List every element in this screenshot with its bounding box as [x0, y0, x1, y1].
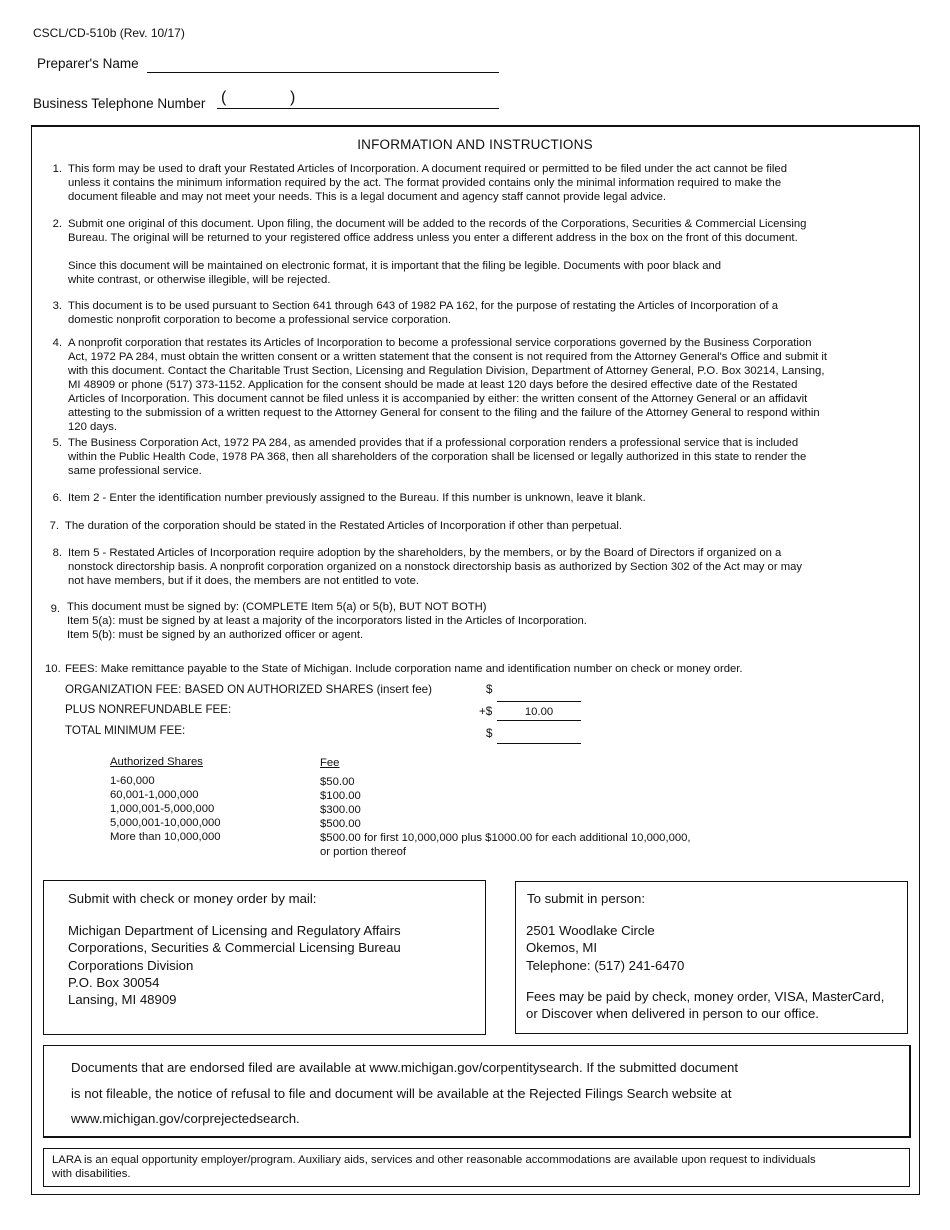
- instructions-title: INFORMATION AND INSTRUCTIONS: [357, 137, 593, 152]
- item-9-text: This document must be signed by: (COMPLETE Item 5(a) or 5(b), BUT NOT BOTH) Item 5(a): must be signed by at least a majority of the incorporators listed in the Articles of Incorporation. Item 5(b): must be signed by an authorized officer or agent.: [67, 601, 587, 641]
- item-3-text: This document is to be used pursuant to Section 641 through 643 of 1982 PA 162, for the purpose of restating the Articles of Incorporation of a domestic nonprofit corporation to become a professional service corporation.: [68, 300, 779, 326]
- notice-line-3: www.michigan.gov/corprejectedsearch.: [71, 1111, 300, 1126]
- organization-fee-field[interactable]: [497, 687, 581, 702]
- item-1-text: This form may be used to draft your Restated Articles of Incorporation. A document required or permitted to be filed under the act cannot be filed unless it contains the minimum information required by the act. The format provided contains only the minimal information required to make the document fileable and may not meet your needs. This is a legal document and agency staff cannot provide legal advice.: [68, 163, 788, 203]
- item-4-text: A nonprofit corporation that restates its Articles of Incorporation to become a professional service corporations governed by the Business Corporation Act, 1972 PA 284, must obtain the written consent or a written statement that the consent is not required from the Attorney General's Office and submit it with this document. Contact the Charitable Trust Section, Licensing and Regulation Division, Department of Attorney General, P.O. Box 30214, Lansing, MI 48909 or phone (517) 373-1152. Application for the consent should be made at least 120 days before the desired effective date of the Restated Articles of Incorporation. This document cannot be filed unless it is accompanied by either: the written consent of the Attorney General or an affidavit attesting to the submission of a written request to the Attorney General for consent to the filing and the failure of the Attorney General to respond within 120 days.: [68, 337, 828, 433]
- table-row: More than 10,000,000: [110, 831, 221, 843]
- table-row: 60,001-1,000,000: [110, 789, 199, 801]
- table-row: $300.00: [320, 804, 361, 816]
- instructions-box-top-rule: [31, 125, 920, 127]
- item-3-number: 3.: [52, 300, 62, 312]
- organization-fee-label: ORGANIZATION FEE: BASED ON AUTHORIZED SHARES (insert fee): [65, 683, 432, 696]
- item-2-legibility-text: Since this document will be maintained on electronic format, it is important that the filing be legible. Documents with poor black and white contrast, or otherwise illegible, will be rejected.: [68, 260, 722, 286]
- table-row: $500.00 for first 10,000,000 plus $1000.00 for each additional 10,000,000,: [320, 832, 691, 844]
- preparer-name-field[interactable]: [147, 72, 499, 73]
- mail-address: Michigan Department of Licensing and Regulatory Affairs Corporations, Securities & Commercial Licensing Bureau Corporations Division P.O. Box 30054 Lansing, MI 48909: [68, 923, 401, 1008]
- total-minimum-fee-field[interactable]: [497, 729, 581, 744]
- table-row: $100.00: [320, 790, 361, 802]
- organization-fee-dollar: $: [486, 683, 493, 696]
- total-minimum-fee-dollar: $: [486, 727, 493, 740]
- item-5-text: The Business Corporation Act, 1972 PA 284, as amended provides that if a professional corporation renders a professional service that is included within the Public Health Code, 1978 PA 368, then all shareholders of the corporation shall be licensed or legally authorized in this state to render the same professional service.: [68, 437, 807, 477]
- item-4-number: 4.: [52, 337, 62, 349]
- table-row: $500.00: [320, 818, 361, 830]
- notice-line-2: is not fileable, the notice of refusal to file and document will be available at the Rejected Filings Search website at: [71, 1086, 732, 1101]
- in-person-address: 2501 Woodlake Circle Okemos, MI Telephone: (517) 241-6470: [526, 923, 685, 973]
- shares-column: [110, 774, 221, 844]
- payment-methods-text: Fees may be paid by check, money order, VISA, MasterCard, or Discover when delivered in person to our office.: [526, 989, 885, 1022]
- nonrefundable-fee-value: 10.00: [497, 706, 581, 721]
- table-row: 1,000,001-5,000,000: [110, 803, 215, 815]
- lara-notice-text: LARA is an equal opportunity employer/program. Auxiliary aids, services and other reasonable accommodations are available upon request to individuals with disabilities.: [52, 1154, 816, 1180]
- item-8-text: Item 5 - Restated Articles of Incorporation require adoption by the shareholders, by the members, or by the Board of Directors if organized on a nonstock directorship basis. A nonprofit corporation organized on a nonstock directorship basis as authorized by Section 302 of the Act may or may not have members, but if it does, the members are not entitled to vote.: [68, 547, 803, 587]
- item-5-number: 5.: [52, 437, 62, 449]
- phone-open-paren: (: [221, 89, 227, 106]
- table-row: 5,000,001-10,000,000: [110, 817, 221, 829]
- item-2-text: Submit one original of this document. Upon filing, the document will be added to the records of the Corporations, Securities & Commercial Licensing Bureau. The original will be returned to your registered office address unless you enter a different address in the box on the front of this document.: [68, 218, 807, 244]
- item-6-number: 6.: [52, 492, 62, 504]
- table-row: $50.00: [320, 776, 355, 788]
- table-row: or portion thereof: [320, 846, 407, 858]
- fee-header: Fee: [320, 757, 340, 769]
- business-phone-field[interactable]: [217, 108, 499, 109]
- item-7-number: 7.: [49, 520, 59, 532]
- fees-intro: FEES: Make remittance payable to the State of Michigan. Include corporation name and identification number on check or money order.: [65, 663, 743, 675]
- item-1-number: 1.: [52, 163, 62, 175]
- total-minimum-fee-label: TOTAL MINIMUM FEE:: [65, 724, 186, 737]
- table-row: 1-60,000: [110, 775, 155, 787]
- item-6-text: Item 2 - Enter the identification number previously assigned to the Bureau. If this number is unknown, leave it blank.: [68, 492, 646, 504]
- authorized-shares-header: Authorized Shares: [110, 756, 203, 768]
- preparer-name-label: Preparer's Name: [37, 56, 139, 71]
- business-phone-label: Business Telephone Number: [33, 96, 206, 111]
- item-8-number: 8.: [52, 547, 62, 559]
- nonrefundable-fee-label: PLUS NONREFUNDABLE FEE:: [65, 703, 232, 716]
- fee-column: [320, 775, 691, 859]
- item-9-number: 9.: [50, 603, 60, 615]
- phone-close-paren: ): [290, 89, 296, 106]
- mail-box-heading: Submit with check or money order by mail:: [68, 891, 317, 906]
- in-person-heading: To submit in person:: [527, 891, 646, 906]
- notice-line-1: Documents that are endorsed filed are available at www.michigan.gov/corpentitysearch. If the submitted document: [71, 1060, 739, 1075]
- fees-number: 10.: [45, 663, 61, 675]
- item-2-number: 2.: [52, 218, 62, 230]
- nonrefundable-fee-dollar: +$: [479, 705, 493, 718]
- form-number: CSCL/CD-510b (Rev. 10/17): [33, 26, 185, 40]
- item-7-text: The duration of the corporation should be stated in the Restated Articles of Incorporation if other than perpetual.: [65, 520, 623, 532]
